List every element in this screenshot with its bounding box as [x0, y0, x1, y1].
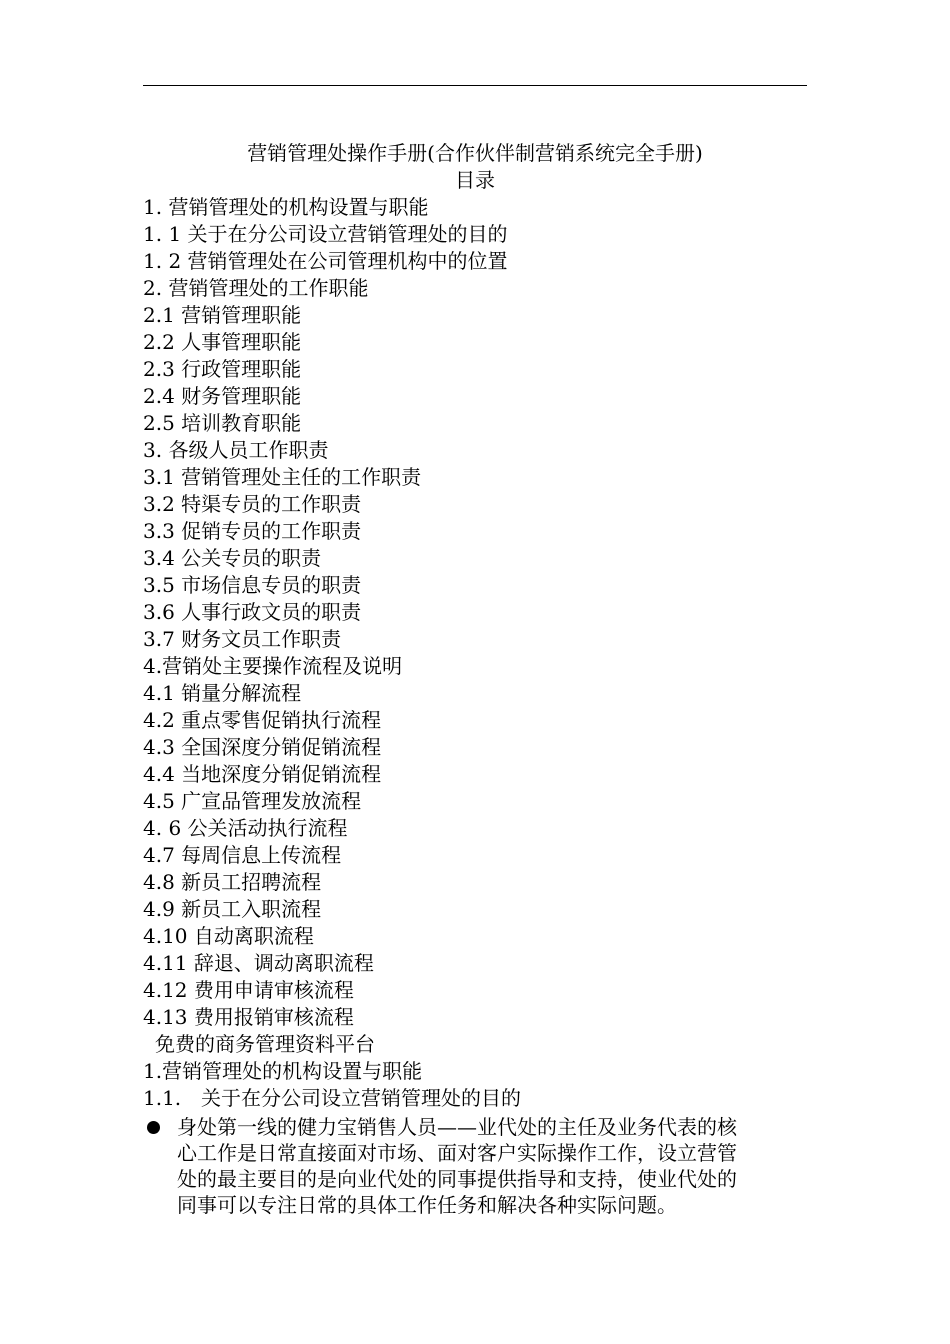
toc-item: 2.3 行政管理职能 — [143, 357, 302, 381]
paragraph-line: 同事可以专注日常的具体工作任务和解决各种实际问题。 — [177, 1193, 677, 1217]
toc-item: 4.9 新员工入职流程 — [143, 897, 322, 921]
toc-item: 4.10 自动离职流程 — [143, 924, 314, 948]
platform-note: 免费的商务管理资料平台 — [155, 1032, 375, 1056]
toc-item: 4.7 每周信息上传流程 — [143, 843, 342, 867]
toc-item: 1. 1 关于在分公司设立营销管理处的目的 — [143, 222, 508, 246]
toc-item: 4.8 新员工招聘流程 — [143, 870, 322, 894]
toc-item: 3.1 营销管理处主任的工作职责 — [143, 465, 422, 489]
toc-item: 2.4 财务管理职能 — [143, 384, 302, 408]
toc-item: 4.3 全国深度分销促销流程 — [143, 735, 382, 759]
toc-item: 3.3 促销专员的工作职责 — [143, 519, 362, 543]
toc-item: 2. 营销管理处的工作职能 — [143, 276, 369, 300]
toc-item: 2.5 培训教育职能 — [143, 411, 302, 435]
toc-item: 3.6 人事行政文员的职责 — [143, 600, 362, 624]
bullet-icon — [147, 1121, 160, 1134]
section-heading: 1.营销管理处的机构设置与职能 — [143, 1059, 423, 1083]
document-body — [143, 140, 807, 1218]
paragraph-line: 身处第一线的健力宝销售人员——业代处的主任及业务代表的核 — [177, 1115, 737, 1139]
subsection-number: 1.1. — [143, 1086, 182, 1110]
toc-item: 3.4 公关专员的职责 — [143, 546, 322, 570]
table-of-contents — [143, 194, 807, 1031]
toc-item: 4. 6 公关活动执行流程 — [143, 816, 348, 840]
toc-item: 4.12 费用申请审核流程 — [143, 978, 354, 1002]
toc-item: 1. 2 营销管理处在公司管理机构中的位置 — [143, 249, 508, 273]
toc-item: 4.营销处主要操作流程及说明 — [143, 654, 403, 678]
toc-item: 4.13 费用报销审核流程 — [143, 1005, 354, 1029]
paragraph-line: 处的最主要目的是向业代处的同事提供指导和支持，使业代处的 — [177, 1167, 737, 1191]
toc-item: 4.1 销量分解流程 — [143, 681, 302, 705]
header-rule — [143, 85, 807, 86]
subsection-title: 关于在分公司设立营销管理处的目的 — [201, 1086, 521, 1110]
subsection-heading — [143, 1085, 807, 1112]
toc-item: 3.7 财务文员工作职责 — [143, 627, 342, 651]
toc-item: 2.1 营销管理职能 — [143, 303, 302, 327]
bullet-text — [177, 1114, 807, 1218]
toc-item: 4.4 当地深度分销促销流程 — [143, 762, 382, 786]
toc-item: 4.2 重点零售促销执行流程 — [143, 708, 382, 732]
toc-item: 3.2 特渠专员的工作职责 — [143, 492, 362, 516]
toc-item: 1. 营销管理处的机构设置与职能 — [143, 195, 429, 219]
toc-item: 4.5 广宣品管理发放流程 — [143, 789, 362, 813]
toc-item: 4.11 辞退、调动离职流程 — [143, 951, 374, 975]
paragraph-line: 心工作是日常直接面对市场、面对客户实际操作工作，设立营管 — [177, 1141, 737, 1165]
bullet-paragraph — [143, 1114, 807, 1218]
toc-item: 3.5 市场信息专员的职责 — [143, 573, 362, 597]
toc-heading: 目录 — [455, 168, 495, 192]
document-title: 营销管理处操作手册(合作伙伴制营销系统完全手册) — [247, 141, 703, 165]
toc-item: 2.2 人事管理职能 — [143, 330, 302, 354]
toc-item: 3. 各级人员工作职责 — [143, 438, 329, 462]
